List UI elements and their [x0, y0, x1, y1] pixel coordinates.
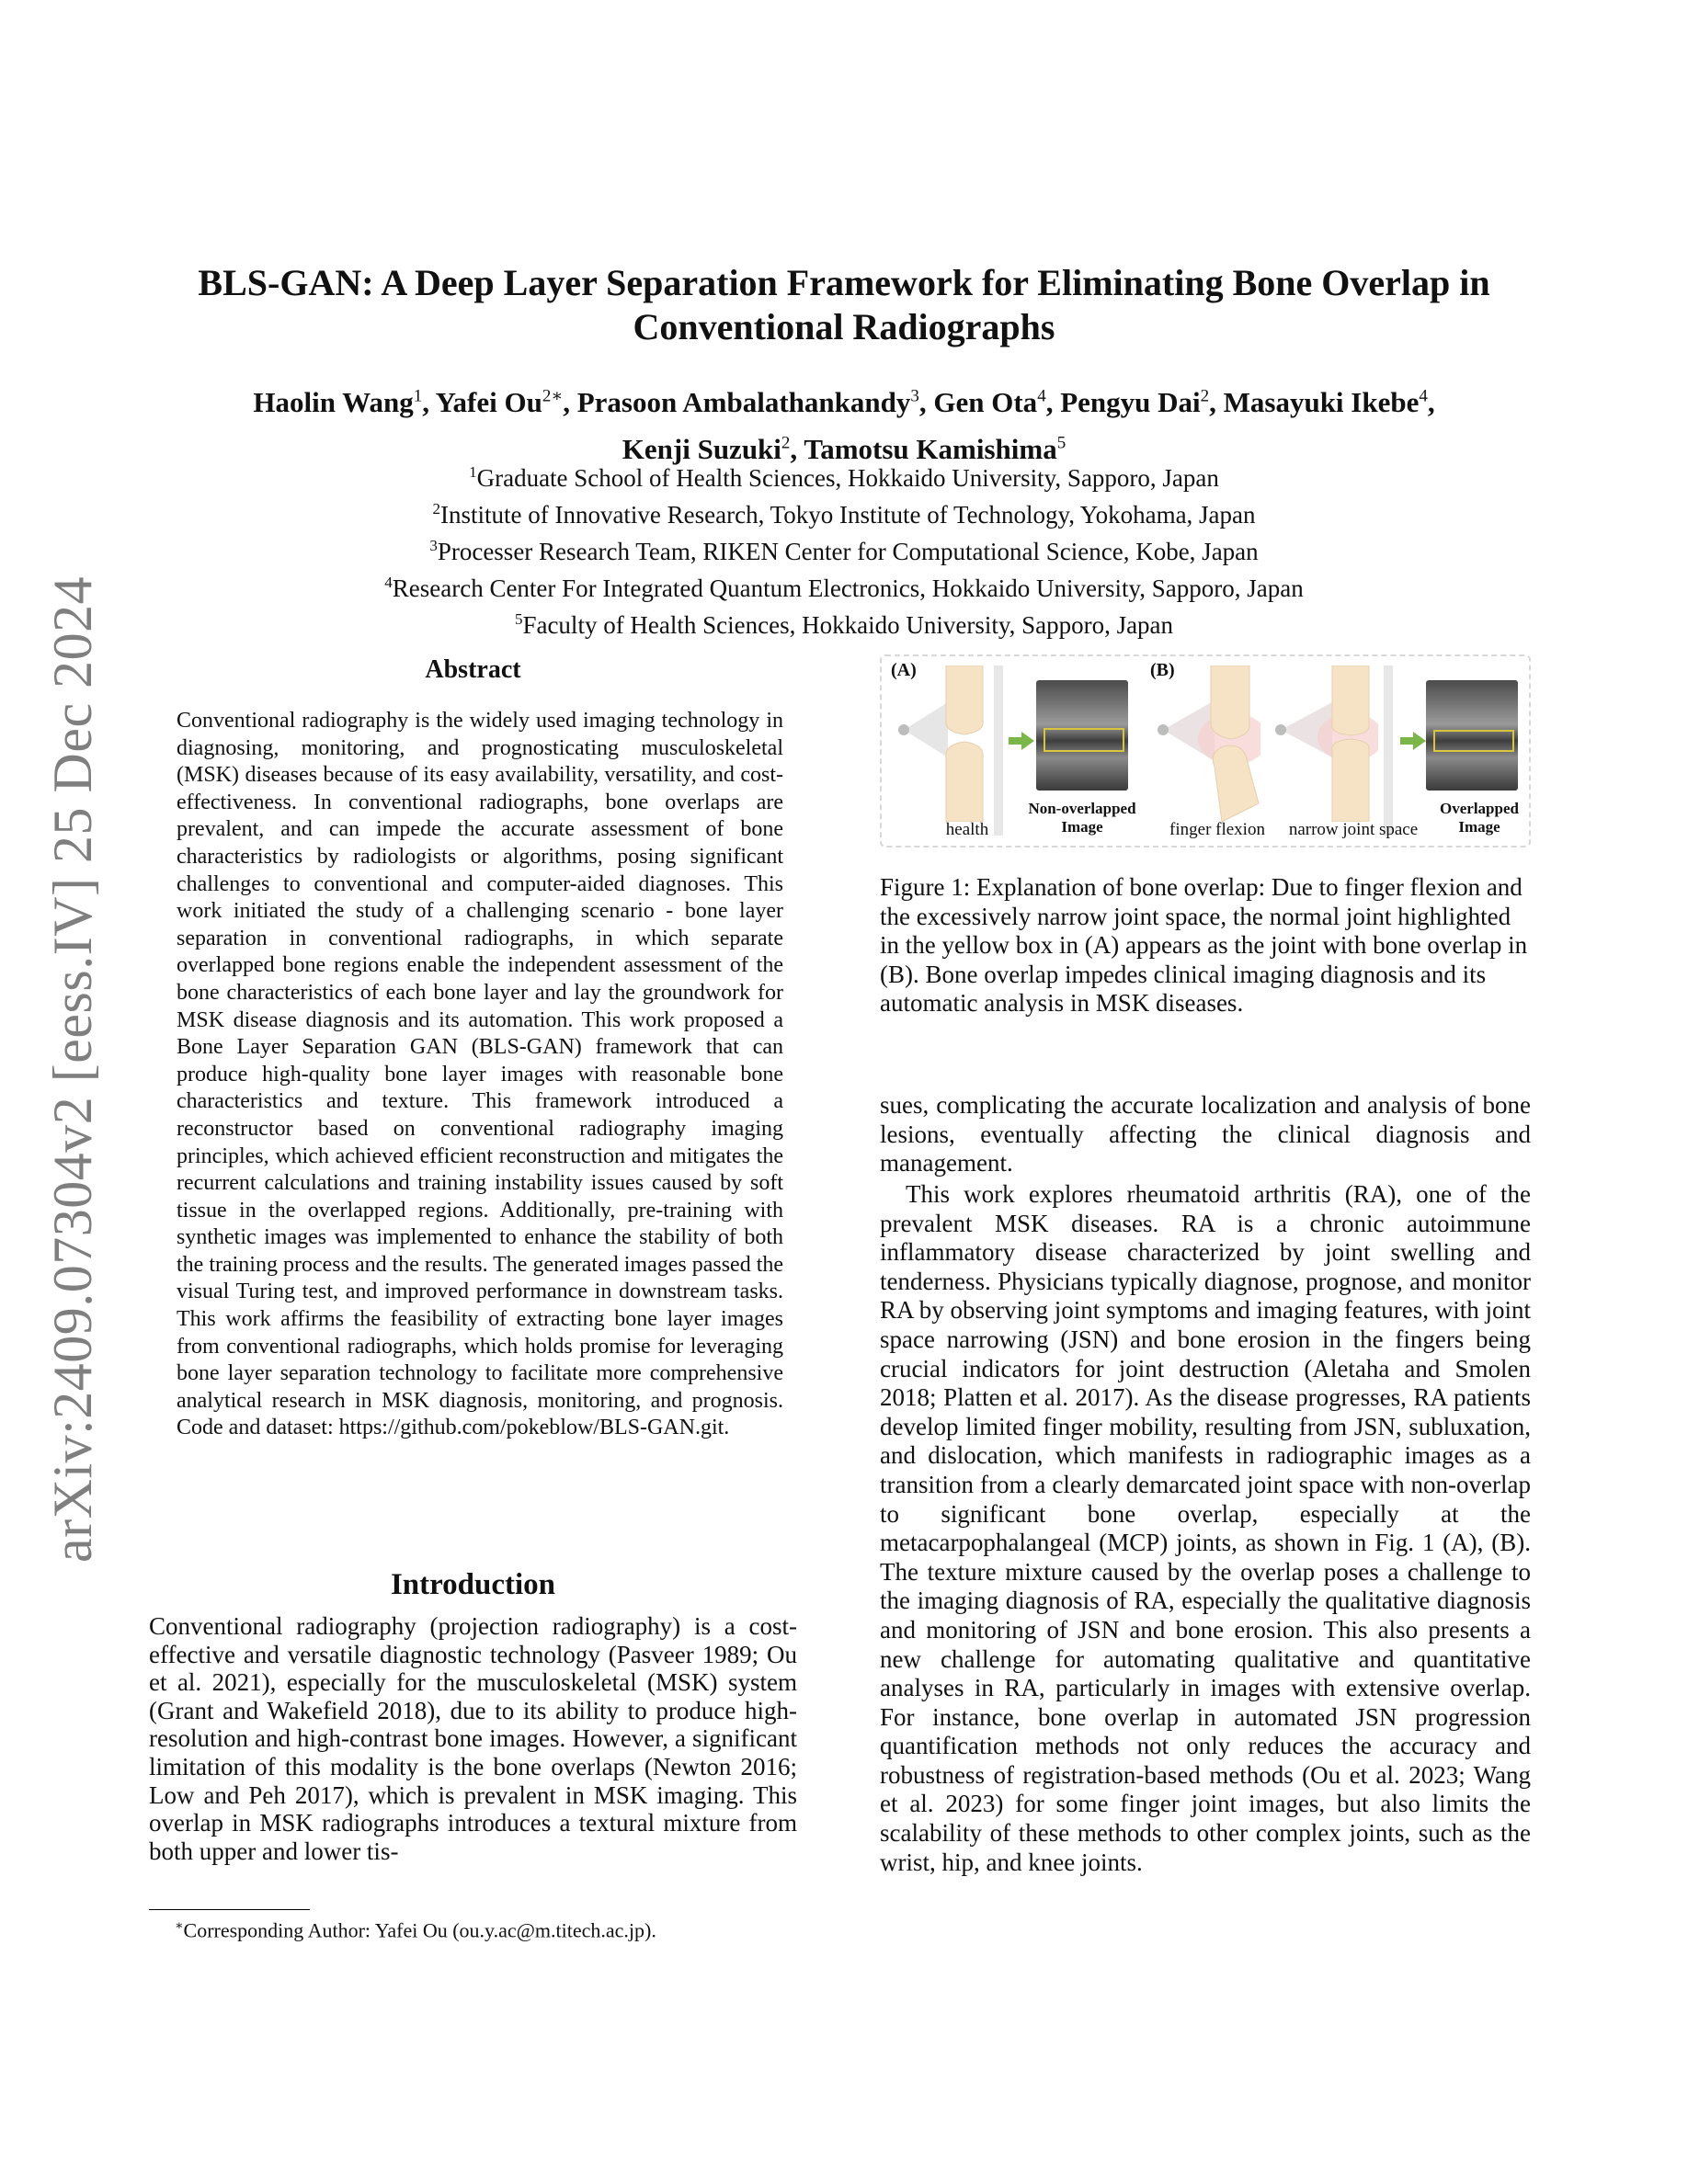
xray-source-icon	[898, 724, 909, 735]
paper-title: BLS-GAN: A Deep Layer Separation Framework for Eliminating Bone Overlap in Conventional Radiographs	[198, 262, 1490, 347]
author: Haolin Wang$^1$,	[253, 386, 436, 419]
abstract-body: Conventional radiography is the widely used imaging technology in diagnosing, monitoring, and prognosticating musculoskeletal (MSK) diseases because of its easy availability, versatility, and cost-effectiveness. In conventional radiographs, bone overlaps are prevalent, and can impede the accurate assessment of bone characteristics by radiologists or algorithms, posing significant challenges to conventional and computer-aided diagnoses. This work initiated the study of a challenging scenario - bone layer separation in conventional radiographs, in which separate overlapped bone regions enable the independent assessment of the bone characteristics of each bone layer and lay the groundwork for MSK disease diagnosis and its automation. This work proposed a Bone Layer Separation GAN (BLS-GAN) framework that can produce high-quality bone layer images with reasonable bone characteristics and texture. This framework introduced a reconstructor based on conventional radiography imaging principles, which achieved efficient reconstruction and mitigates the recurrent calculations and training instability issues caused by soft tissue in the overlapped regions. Additionally, pre-training with synthetic images was implemented to enhance the stability of both the training process and the results. The generated images passed the visual Turing test, and improved performance in downstream tasks. This work affirms the feasibility of extracting bone layer images from conventional radiographs, which holds promise for leveraging bone layer separation technology to facilitate more comprehensive analytical research in MSK diagnosis, monitoring, and prognosis. Code and dataset: https://github.com/pokeblow/BLS-GAN.git.	[177, 709, 784, 1440]
label-health: health	[945, 820, 989, 839]
upper-bone	[946, 665, 983, 734]
panel-a-label: (A)	[891, 660, 917, 680]
xray-source-icon	[1158, 724, 1169, 735]
healthy-joint-illustration	[891, 665, 992, 822]
affiliation: $^2$Institute of Innovative Research, Tokyo Institute of Technology, Yokohama, Japan	[432, 500, 1256, 529]
joint-highlight-box	[1433, 730, 1514, 752]
xray-beam	[904, 702, 948, 757]
affiliation-list	[138, 457, 1550, 641]
affiliation: $^3$Processer Research Team, RIKEN Center for Computational Science, Kobe, Japan	[429, 537, 1259, 565]
author: Tamotsu Kamishima$^5$	[804, 432, 1066, 465]
author: Prasoon Ambalathankandy$^3$,	[576, 386, 934, 419]
author: Gen Ota$^4$,	[933, 386, 1061, 419]
introduction-paragraph: Conventional radiography (projection radiography) is a cost-effective and versatile diagnostic technology (Pasveer 1989; Ou et al. 2021), especially for the musculoskeletal (MSK) system (Grant and Wakefield 2018), due to its ability to produce high-resolution and high-contrast bone images. However, a significant limitation of this modality is the bone overlaps (Newton 2016; Low and Peh 2017), which is prevalent in MSK imaging. This overlap in MSK radiographs introduces a textural mixture from both upper and lower tis-	[149, 1612, 797, 1865]
affiliation: $^1$Graduate School of Health Sciences, Hokkaido University, Sapporo, Japan	[469, 463, 1219, 492]
detector-plate	[994, 665, 1003, 836]
author: Masayuki Ikebe$^4$,	[1223, 386, 1435, 419]
footnote: ∗Corresponding Author: Yafei Ou (ou.y.ac@m.titech.ac.jp).	[175, 1918, 656, 1942]
label-overlapped: Overlapped Image	[1440, 800, 1519, 836]
arrow-right-icon	[1009, 732, 1034, 750]
detector-plate	[1384, 665, 1393, 836]
author: Kenji Suzuki$^2$,	[622, 432, 804, 465]
introduction-heading: Introduction	[390, 1568, 556, 1601]
lower-bone	[946, 742, 983, 822]
footnote-rule	[149, 1909, 310, 1910]
arrow-right-icon	[1400, 732, 1426, 750]
figure-1	[880, 654, 1531, 847]
introduction-paragraph-continued: sues, complicating the accurate localization and analysis of bone lesions, eventually affecting the clinical diagnosis and management.	[880, 1091, 1531, 1177]
narrow-joint-illustration	[1268, 665, 1378, 822]
abstract-heading: Abstract	[425, 655, 521, 684]
introduction-paragraph-2: This work explores rheumatoid arthritis (RA), one of the prevalent MSK diseases. RA is a chronic autoimmune inflammatory disease characterized by joint swelling and tenderness. Physicians typically diagnose, prognose, and monitor RA by observing joint symptoms and imaging features, with joint space narrowing (JSN) and bone erosion in the fingers being crucial indicators for joint destruction (Aletaha and Smolen 2018; Platten et al. 2017). As the disease progresses, RA patients develop limited finger mobility, resulting from JSN, subluxation, and dislocation, which manifests in radiographic images as a transition from a clearly demarcated joint space with non-overlap to significant bone overlap, especially at the metacarpophalangeal (MCP) joints, as shown in Fig. 1 (A), (B). The texture mixture caused by the overlap poses a challenge to the imaging diagnosis of RA, especially the qualitative diagnosis and monitoring of JSN and bone erosion. This also presents a new challenge for automating qualitative and quantitative analyses in RA, particularly in images with extensive overlap. For instance, bone overlap in automated JSN progression quantification methods not only reduces the accuracy and robustness of registration-based methods (Ou et al. 2023; Wang et al. 2023) for some finger joint images, but also limits the scalability of these methods to other complex joints, such as the wrist, hip, and knee joints.	[880, 1180, 1531, 1876]
figure-1-caption: Figure 1: Explanation of bone overlap: Due to finger flexion and the excessively narrow joint space, the normal joint highlighted in the yellow box in (A) appears as the joint with bone overlap in (B). Bone overlap impedes clinical imaging diagnosis and its automatic analysis in MSK diseases.	[880, 873, 1528, 1017]
label-nonoverlapped: Non-overlapped Image	[1028, 800, 1136, 836]
joint-highlight-box	[1044, 728, 1124, 752]
panel-b-label: (B)	[1150, 660, 1175, 680]
affiliation: $^4$Research Center For Integrated Quantum Electronics, Hokkaido University, Sapporo, Japan	[384, 574, 1304, 602]
author: Pengyu Dai$^2$,	[1060, 386, 1224, 419]
label-narrow-joint-space: narrow joint space	[1288, 820, 1419, 839]
xray-source-icon	[1275, 724, 1286, 735]
affiliation: $^5$Faculty of Health Sciences, Hokkaido University, Sapporo, Japan	[514, 610, 1174, 639]
author-list	[138, 377, 1550, 470]
label-finger-flexion: finger flexion	[1169, 820, 1265, 839]
author: Yafei $Ou^{2∗}$,	[435, 386, 577, 419]
arxiv-side-stamp: arXiv:2409.07304v2 [eess.IV] 25 Dec 2024	[42, 575, 103, 1563]
finger-flexion-illustration	[1150, 665, 1260, 822]
